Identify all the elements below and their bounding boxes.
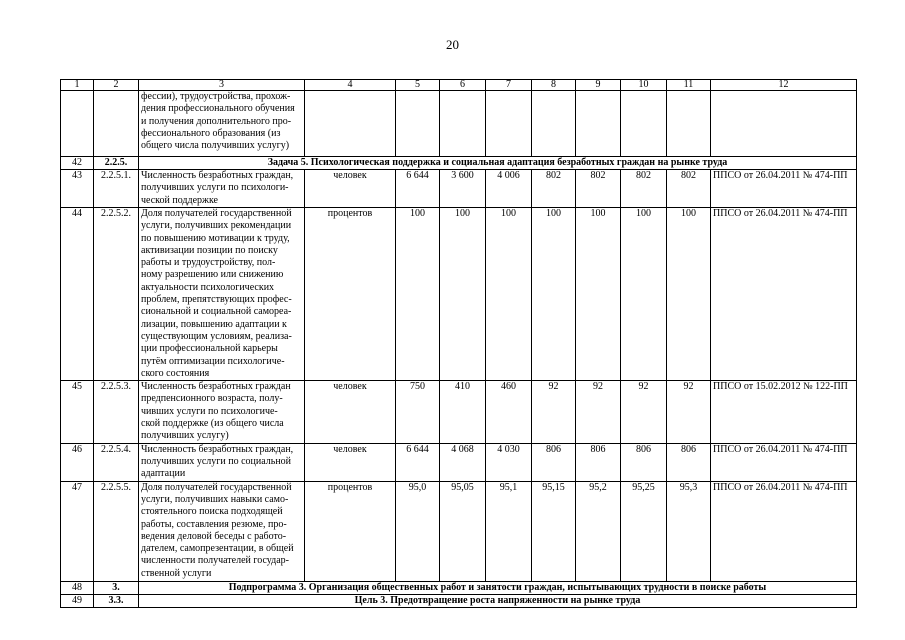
row-number: 44 (61, 208, 94, 381)
row-number: 47 (61, 481, 94, 581)
row-code: 2.2.5.5. (94, 481, 139, 581)
row-code: 2.2.5.1. (94, 170, 139, 208)
continuation-row (61, 91, 857, 157)
row-number: 49 (61, 594, 94, 607)
subprogram-row (61, 581, 857, 594)
column-number: 7 (486, 80, 532, 91)
indicators-table (60, 79, 857, 608)
continuation-description: фессии), трудоустройства, прохож- дения профессионального обучения и получения дополнительного про- фессионального образования (из общего числа получивших услугу) (139, 91, 305, 157)
row-value: 92 (621, 381, 667, 443)
row-number: 46 (61, 443, 94, 481)
row-value: 806 (532, 443, 576, 481)
column-number: 11 (667, 80, 711, 91)
row-value: 806 (576, 443, 621, 481)
row-value: 95,25 (621, 481, 667, 581)
row-value: 4 068 (440, 443, 486, 481)
column-number: 2 (94, 80, 139, 91)
row-value: 410 (440, 381, 486, 443)
row-document: ППСО от 26.04.2011 № 474-ПП (711, 170, 857, 208)
column-number: 3 (139, 80, 305, 91)
table-row (61, 443, 857, 481)
task-title: Задача 5. Психологическая поддержка и социальная адаптация безработных граждан на рынке труда (139, 157, 857, 170)
column-number-row (61, 80, 857, 91)
table-row (61, 481, 857, 581)
column-number: 9 (576, 80, 621, 91)
row-description: Численность безработных граждан, получивших услуги по социальной адаптации (139, 443, 305, 481)
row-unit: процентов (305, 481, 396, 581)
row-value: 460 (486, 381, 532, 443)
row-value: 750 (396, 381, 440, 443)
row-value: 100 (621, 208, 667, 381)
row-value: 802 (667, 170, 711, 208)
row-document: ППСО от 26.04.2011 № 474-ПП (711, 443, 857, 481)
row-code: 3.3. (94, 594, 139, 607)
row-value: 95,3 (667, 481, 711, 581)
row-unit: процентов (305, 208, 396, 381)
task-row (61, 157, 857, 170)
row-value: 802 (621, 170, 667, 208)
row-code: 2.2.5.4. (94, 443, 139, 481)
row-value: 92 (576, 381, 621, 443)
row-value: 100 (667, 208, 711, 381)
column-number: 4 (305, 80, 396, 91)
row-code: 3. (94, 581, 139, 594)
row-value: 100 (396, 208, 440, 381)
row-value: 92 (667, 381, 711, 443)
row-number: 42 (61, 157, 94, 170)
row-value: 95,0 (396, 481, 440, 581)
row-value: 806 (667, 443, 711, 481)
column-number: 5 (396, 80, 440, 91)
row-description: Доля получателей государственной услуги, получивших навыки само- стоятельного поиска подходящей работы, составления резюме, про- ведения деловой беседы с работо- дателем, самопрезентации, в общей численности получателей государ- ственной услуги (139, 481, 305, 581)
row-number: 48 (61, 581, 94, 594)
row-description: Численность безработных граждан, получивших услуги по психологи- ческой поддержке (139, 170, 305, 208)
row-number: 45 (61, 381, 94, 443)
column-number: 10 (621, 80, 667, 91)
row-value: 4 030 (486, 443, 532, 481)
subprogram-title: Подпрограмма 3. Организация общественных работ и занятости граждан, испытывающих трудности в поиске работы (139, 581, 857, 594)
row-document: ППСО от 15.02.2012 № 122-ПП (711, 381, 857, 443)
row-value: 92 (532, 381, 576, 443)
row-description: Доля получателей государственной услуги, получивших рекомендации по повышению мотивации к труду, активизации позиции по поиску работы и трудоустройству, пол- ному разрешению или снижению актуальности психологических проблем, препятствующих профес- сиональной и социальной самореа- лизации, повышению адаптации к существующим условиям, реализа- ции профессиональной карьеры путём оптимизации психологиче- ского состояния (139, 208, 305, 381)
row-value: 95,15 (532, 481, 576, 581)
row-value: 95,2 (576, 481, 621, 581)
row-description: Численность безработных граждан предпенсионного возраста, полу- чивших услуги по психологиче- ской поддержке (из общего числа получивших услугу) (139, 381, 305, 443)
page-number: 20 (446, 37, 459, 52)
row-code: 2.2.5. (94, 157, 139, 170)
row-value: 95,1 (486, 481, 532, 581)
row-unit: человек (305, 443, 396, 481)
goal-row (61, 594, 857, 607)
row-code: 2.2.5.2. (94, 208, 139, 381)
row-unit: человек (305, 170, 396, 208)
row-value: 802 (532, 170, 576, 208)
row-code: 2.2.5.3. (94, 381, 139, 443)
column-number: 12 (711, 80, 857, 91)
row-value: 100 (440, 208, 486, 381)
row-value: 6 644 (396, 170, 440, 208)
row-number: 43 (61, 170, 94, 208)
table-row (61, 170, 857, 208)
column-number: 8 (532, 80, 576, 91)
row-value: 4 006 (486, 170, 532, 208)
row-value: 3 600 (440, 170, 486, 208)
row-value: 100 (486, 208, 532, 381)
row-unit: человек (305, 381, 396, 443)
row-value: 100 (576, 208, 621, 381)
row-value: 802 (576, 170, 621, 208)
row-value: 100 (532, 208, 576, 381)
table-row (61, 208, 857, 381)
row-document: ППСО от 26.04.2011 № 474-ПП (711, 481, 857, 581)
column-number: 1 (61, 80, 94, 91)
row-value: 95,05 (440, 481, 486, 581)
row-value: 806 (621, 443, 667, 481)
column-number: 6 (440, 80, 486, 91)
table-row (61, 381, 857, 443)
row-document: ППСО от 26.04.2011 № 474-ПП (711, 208, 857, 381)
goal-title: Цель 3. Предотвращение роста напряженности на рынке труда (139, 594, 857, 607)
row-value: 6 644 (396, 443, 440, 481)
